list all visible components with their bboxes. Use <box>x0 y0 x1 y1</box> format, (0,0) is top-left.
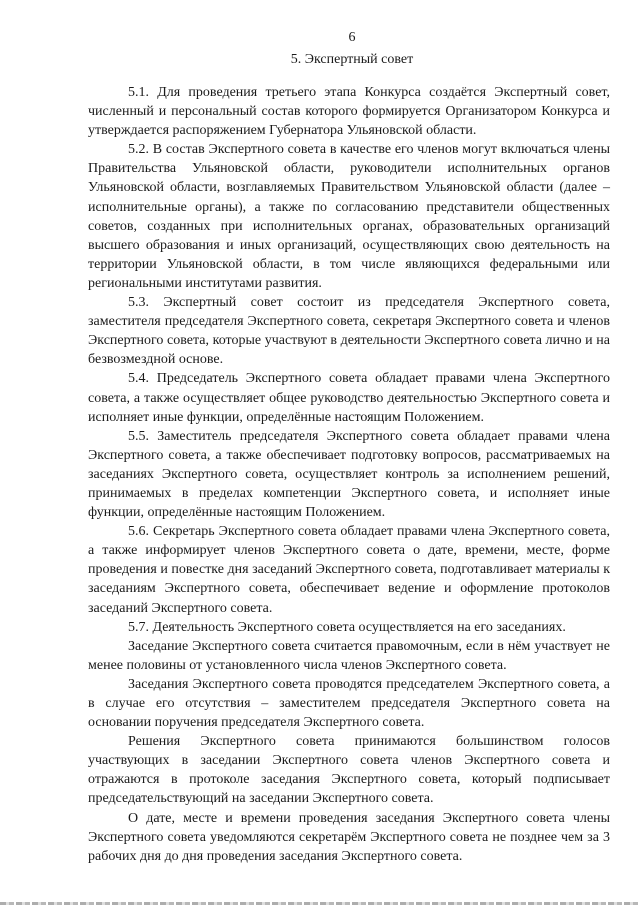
paragraph-5-6: 5.6. Секретарь Экспертного совета обладает правами члена Экспертного совета, а также информирует членов Экспертного совета о дате, времени, месте, форме проведения и повестке дня заседаний Экспертного совета, подготавливает материалы к заседаниям Экспертного совета, обеспечивает ведение и оформление протоколов заседаний Экспертного совета. <box>88 524 610 616</box>
paragraph-5-7: 5.7. Деятельность Экспертного совета осуществляется на его заседаниях. <box>128 619 566 635</box>
section-title: 5. Экспертный совет <box>290 52 414 67</box>
page-number: 6 <box>348 30 356 45</box>
document-body <box>88 83 610 866</box>
paragraph-5-2: 5.2. В состав Экспертного совета в качестве его членов могут включаться члены Правительства Ульяновской области, руководители исполнительных органов Ульяновской области, возглавляемых Правительством Ульяновской области (далее – исполнительные органы), а также по согласованию представители общественных советов, созданных при исполнительных органах, образовательных организаций высшего образования и иных организаций, осуществляющих свою деятельность на территории Ульяновской области, в том числе являющихся федеральными или региональными институтами развития. <box>88 142 610 291</box>
paragraph-5-4: 5.4. Председатель Экспертного совета обладает правами члена Экспертного совета, а также осуществляет общее руководство деятельностью Экспертного совета и исполняет иные функции, определённые настоящим Положением. <box>88 371 610 425</box>
paragraph-decisions: Решения Экспертного совета принимаются большинством голосов участвующих в заседании Экспертного совета членов Экспертного совета и отражаются в протоколе заседания Экспертного совета, который подписывает председательствующий на заседании Экспертного совета. <box>88 734 610 807</box>
paragraph-quorum: Заседание Экспертного совета считается правомочным, если в нём участвует не менее половины от установленного числа членов Экспертного совета. <box>88 638 610 673</box>
paragraph-chairing: Заседания Экспертного совета проводятся председателем Экспертного совета, а в случае его отсутствия – заместителем председателя Экспертного совета на основании поручения председателя Экспертного совета. <box>88 676 610 731</box>
paragraph-5-3: 5.3. Экспертный совет состоит из председателя Экспертного совета, заместителя председателя Экспертного совета, секретаря Экспертного совета и членов Экспертного совета, которые участвуют в деятельности Экспертного совета лично и на безвозмездной основе. <box>88 295 610 368</box>
paragraph-notification: О дате, месте и времени проведения заседания Экспертного совета члены Экспертного совета уведомляются секретарём Экспертного совета не позднее чем за 3 рабочих дня до дня проведения заседания Экспертного совета. <box>88 810 610 864</box>
paragraph-5-1: 5.1. Для проведения третьего этапа Конкурса создаётся Экспертный совет, численный и персональный состав которого формируется Организатором Конкурса и утверждается распоряжением Губернатора Ульяновской области. <box>88 85 610 139</box>
paragraph-5-5: 5.5. Заместитель председателя Экспертного совета обладает правами члена Экспертного совета, а также обеспечивает подготовку вопросов, рассматриваемых на заседаниях Экспертного совета, осуществляет контроль за исполнением решений, принимаемых в пределах компетенции Экспертного совета, и исполняет иные функции, определённые настоящим Положением. <box>88 428 610 521</box>
